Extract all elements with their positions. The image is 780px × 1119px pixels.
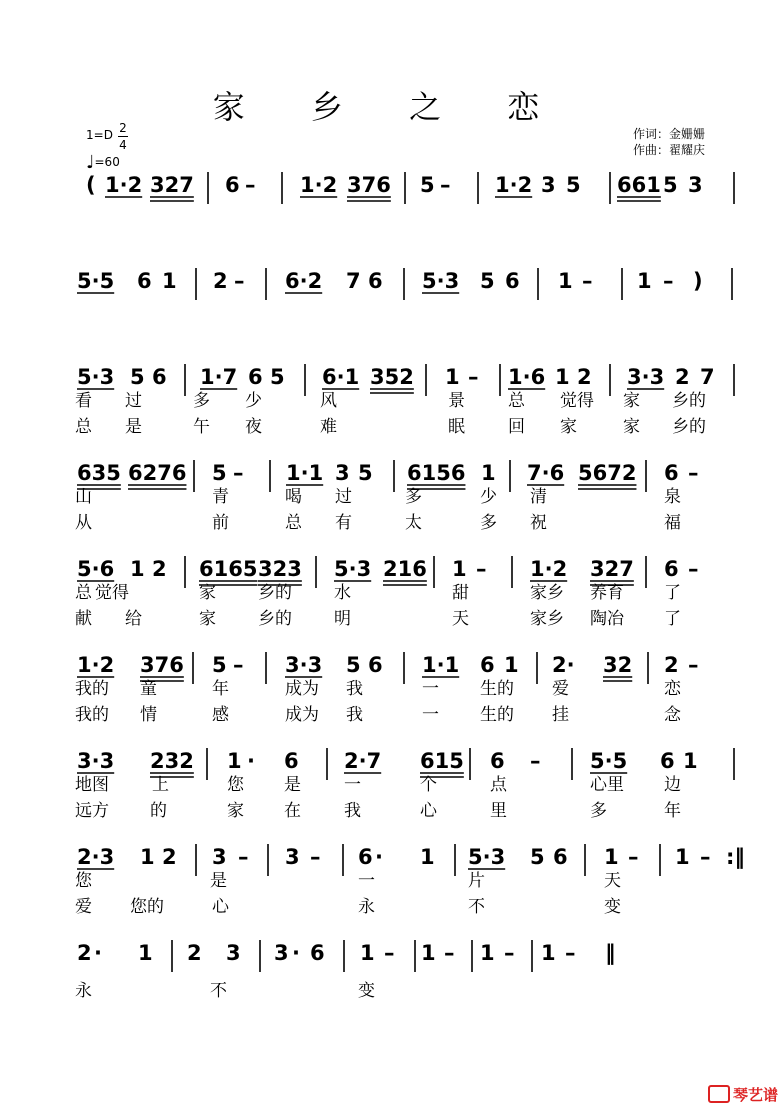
notation-token: 1 [541,941,556,965]
notation-token: 6 [310,941,325,965]
lyric-syllable: 家 [227,801,244,821]
notation-token: 1 [420,845,435,869]
notation-token: – [245,173,256,197]
lyric-syllable: 多 [590,801,607,821]
lyric-syllable: 我 [344,801,361,821]
lyric-syllable: 福 [664,513,681,533]
notation-token: 1 [130,557,145,581]
notation-token: – [565,941,576,965]
lyric-syllable: 心 [212,897,229,917]
notation-token: – [440,173,451,197]
lyric-syllable: 乡的 [258,609,292,629]
notation-token: 6 [664,461,679,485]
notation-token: 3·3 [627,365,665,389]
notation-token: · [94,941,102,965]
lyric-syllable: 总 [508,391,525,411]
lyric-syllable: 变 [358,981,375,1001]
lyric-syllable: 里 [490,801,507,821]
lyric-syllable: 点 [490,775,507,795]
lyric-syllable: 总 [75,417,92,437]
notation-token: 1·2 [105,173,143,197]
notation-token: 6 [358,845,373,869]
lyric-syllable: 青 [212,487,229,507]
lyric-syllable: 祝 [530,513,547,533]
notation-token: 327 [150,173,194,197]
notation-token: 1 [445,365,460,389]
notation-token: 1·2 [77,653,115,677]
notation-token: 1 [227,749,242,773]
notation-token: 3·3 [285,653,323,677]
notation-token: 2 [577,365,592,389]
lyric-syllable: 明 [334,609,351,629]
notation-token: 5 [530,845,545,869]
notation-token: 2 [664,653,679,677]
lyric-syllable: 觉得 [95,583,129,603]
lyric-syllable: 家 [623,391,640,411]
notation-token: 2 [675,365,690,389]
lyric-syllable: 生的 [480,679,514,699]
notation-token: 635 [77,461,121,485]
notation-token: 5·3 [468,845,506,869]
lyric-syllable: 您 [227,775,244,795]
notation-token: – [700,845,711,869]
lyric-syllable: 爱 [75,897,92,917]
logo-mark-icon [708,1085,730,1103]
notation-token: 1·2 [530,557,568,581]
notation-token: 1 [683,749,698,773]
lyric-syllable: 多 [480,513,497,533]
notation-token: 352 [370,365,414,389]
lyric-syllable: 一 [344,775,361,795]
logo-text: 琴艺谱 [733,1086,779,1104]
lyric-syllable: 您的 [130,897,164,917]
lyric-syllable: 变 [604,897,621,917]
lyric-syllable: 是 [284,775,301,795]
notation-token: ) [693,269,703,293]
notation-token: 3 [285,845,300,869]
notation-token: 1 [480,941,495,965]
lyric-syllable: 念 [664,705,681,725]
lyric-syllable: 水 [334,583,351,603]
notation-token: 1 [481,461,496,485]
lyric-syllable: 给 [125,609,142,629]
notation-token: 3·3 [77,749,115,773]
lyric-syllable: 养育 [590,583,624,603]
notation-token: 2·7 [344,749,382,773]
notation-token: 2 [152,557,167,581]
lyric-syllable: 家 [199,609,216,629]
notation-token: 6156 [407,461,466,485]
lyric-syllable: 多 [405,487,422,507]
notation-token: 1 [162,269,177,293]
notation-token: 6276 [128,461,187,485]
notation-token: 1 [675,845,690,869]
notation-token: – [530,749,541,773]
notation-token: 327 [590,557,634,581]
notation-token: – [582,269,593,293]
notation-token: 3 [226,941,241,965]
notation-token: – [468,365,479,389]
notation-token: 5·6 [77,557,115,581]
lyric-syllable: 少 [480,487,497,507]
notation-token: – [476,557,487,581]
notation-token: – [310,845,321,869]
notation-token: 3 [274,941,289,965]
notation-token: 5 [212,653,227,677]
notation-token: – [504,941,515,965]
lyric-syllable: 乡的 [672,417,706,437]
notation-token: 1 [452,557,467,581]
lyric-syllable: 太 [405,513,422,533]
lyric-syllable: 从 [75,513,92,533]
notation-token: 1·6 [508,365,546,389]
notation-token: 5·5 [590,749,628,773]
notation-token: 6165 [199,557,258,581]
lyric-syllable: 的 [150,801,167,821]
notation-token: – [233,461,244,485]
notation-token: 6 [480,653,495,677]
notation-token: 5 [480,269,495,293]
notation-token: 1 [558,269,573,293]
notation-token: 216 [383,557,427,581]
lyric-syllable: 家 [199,583,216,603]
tempo-value: =60 [94,155,120,169]
lyric-syllable: 个 [420,775,437,795]
lyric-syllable: 我的 [75,679,109,699]
lyric-syllable: 地图 [75,775,109,795]
lyric-syllable: 回 [508,417,525,437]
notation-token: 2 [77,941,92,965]
notation-token: 376 [140,653,184,677]
lyric-syllable: 心里 [590,775,624,795]
lyric-syllable: 甜 [452,583,469,603]
lyric-syllable: 过 [335,487,352,507]
lyric-syllable: 恋 [664,679,681,699]
lyric-syllable: 是 [125,417,142,437]
lyric-syllable: 我 [346,679,363,699]
notation-token: 1 [604,845,619,869]
notation-token: 2 [162,845,177,869]
notation-token: 1 [140,845,155,869]
lyric-syllable: 我 [346,705,363,725]
notation-token: 5 [566,173,581,197]
notation-token: 7·6 [527,461,565,485]
notation-token: – [628,845,639,869]
time-signature-bottom: 4 [119,138,127,152]
lyric-syllable: 觉得 [560,391,594,411]
lyric-syllable: 成为 [285,705,319,725]
lyric-syllable: 您 [75,871,92,891]
notation-token: – [233,653,244,677]
lyric-syllable: 前 [212,513,229,533]
notation-token: 6 [248,365,263,389]
lyric-syllable: 童 [140,679,157,699]
time-signature-top: 2 [119,121,127,135]
lyric-syllable: 是 [210,871,227,891]
notation-token: 5 [212,461,227,485]
lyric-syllable: 天 [452,609,469,629]
lyric-syllable: 午 [193,417,210,437]
lyric-syllable: 不 [210,981,227,1001]
lyric-syllable: 眠 [448,417,465,437]
lyric-syllable: 献 [75,609,92,629]
notation-token: 232 [150,749,194,773]
lyric-syllable: 清 [530,487,547,507]
notation-token: 1·2 [300,173,338,197]
lyric-syllable: 边 [664,775,681,795]
lyric-syllable: 感 [212,705,229,725]
key-signature: 1=D [86,128,113,142]
lyric-syllable: 看 [75,391,92,411]
lyric-syllable: 永 [75,981,92,1001]
notation-token: 3 [688,173,703,197]
lyric-syllable: 年 [212,679,229,699]
lyric-syllable: 在 [284,801,301,821]
notation-token: 5 [420,173,435,197]
notation-token: 1·7 [200,365,238,389]
lyric-syllable: 总 [285,513,302,533]
notation-token: ‖ [605,941,616,965]
notation-token: 6·2 [285,269,323,293]
lyric-syllable: 景 [448,391,465,411]
notation-token: 5·3 [422,269,460,293]
notation-token: · [375,845,383,869]
notation-token: 615 [420,749,464,773]
notation-token: 1·1 [286,461,324,485]
notation-token: 6 [660,749,675,773]
lyric-syllable: 挂 [552,705,569,725]
lyric-syllable: 不 [468,897,485,917]
lyric-syllable: 多 [193,391,210,411]
notation-token: 1 [360,941,375,965]
notation-token: 5 [130,365,145,389]
notation-token: – [444,941,455,965]
notation-token: 323 [258,557,302,581]
lyric-syllable: 过 [125,391,142,411]
lyric-syllable: 风 [320,391,337,411]
site-logo [708,1084,778,1105]
notation-token: 1 [555,365,570,389]
lyric-syllable: 一 [358,871,375,891]
notation-token: 5·3 [77,365,115,389]
lyric-syllable: 了 [664,609,681,629]
notation-token: 6 [137,269,152,293]
notation-token: 7 [346,269,361,293]
lyric-syllable: 永 [358,897,375,917]
notation-token: – [688,557,699,581]
notation-token: 6 [505,269,520,293]
notation-token: 5 [346,653,361,677]
notation-token: – [663,269,674,293]
lyric-syllable: 天 [604,871,621,891]
notation-token: – [384,941,395,965]
lyric-syllable: 了 [664,583,681,603]
notation-token: 7 [700,365,715,389]
notation-token: 6 [368,653,383,677]
notation-token: 5·5 [77,269,115,293]
lyric-syllable: 总 [75,583,92,603]
notation-token: 6·1 [322,365,360,389]
notation-token: 6 [225,173,240,197]
lyric-syllable: 乡的 [672,391,706,411]
lyric-syllable: 家乡 [530,583,564,603]
lyric-syllable: 远方 [75,801,109,821]
notation-token: 2 [187,941,202,965]
notation-token: 6 [664,557,679,581]
lyricist-credit: 作词：金姗姗 [633,127,706,141]
notation-token: 1 [138,941,153,965]
notation-token: 6 [284,749,299,773]
notation-token: 1·1 [422,653,460,677]
lyric-syllable: 我的 [75,705,109,725]
notation-token: 3 [212,845,227,869]
notation-token: 2· [552,653,575,677]
notation-token: 1 [421,941,436,965]
quarter-note-icon: ♩ [86,152,95,173]
notation-token: 6 [553,845,568,869]
notation-token: · [292,941,300,965]
lyric-syllable: 夜 [245,417,262,437]
lyric-syllable: 有 [335,513,352,533]
notation-token: 1 [504,653,519,677]
lyric-syllable: 爱 [552,679,569,699]
notation-token: 376 [347,173,391,197]
lyric-syllable: 一 [422,679,439,699]
lyric-syllable: 家 [560,417,577,437]
notation-token: 3 [335,461,350,485]
notation-token: ( [86,173,96,197]
lyric-syllable: 家乡 [530,609,564,629]
lyric-syllable: 山 [75,487,92,507]
notation-token: 5 [270,365,285,389]
lyric-syllable: 上 [152,775,169,795]
notation-token: 5 [663,173,678,197]
notation-token: 1 [637,269,652,293]
lyric-syllable: 片 [468,871,485,891]
notation-token: 5·3 [334,557,372,581]
notation-token: 5672 [578,461,637,485]
lyric-syllable: 成为 [285,679,319,699]
page-title: 家 乡 之 恋 [212,88,568,126]
notation-token: · [247,749,255,773]
lyric-syllable: 陶冶 [590,609,624,629]
notation-token: 6 [368,269,383,293]
lyric-syllable: 一 [422,705,439,725]
notation-token: 2 [213,269,228,293]
notation-token: 3 [541,173,556,197]
lyric-syllable: 家 [623,417,640,437]
notation-token: 661 [617,173,661,197]
notation-token: – [238,845,249,869]
lyric-syllable: 生的 [480,705,514,725]
notation-token: 5 [358,461,373,485]
composer-credit: 作曲：翟耀庆 [633,143,706,157]
lyric-syllable: 乡的 [258,583,292,603]
lyric-syllable: 泉 [664,487,681,507]
notation-token: – [234,269,245,293]
lyric-syllable: 情 [140,705,157,725]
notation-token: 6 [152,365,167,389]
notation-token: 1·2 [495,173,533,197]
notation-token: :‖ [726,845,745,869]
lyric-syllable: 难 [320,417,337,437]
lyric-syllable: 喝 [285,487,302,507]
notation-token: – [688,461,699,485]
notation-token: 2·3 [77,845,115,869]
lyric-syllable: 年 [664,801,681,821]
lyric-syllable: 心 [420,801,437,821]
notation-token: – [688,653,699,677]
notation-token: 32 [603,653,633,677]
lyric-syllable: 少 [245,391,262,411]
notation-token: 6 [490,749,505,773]
